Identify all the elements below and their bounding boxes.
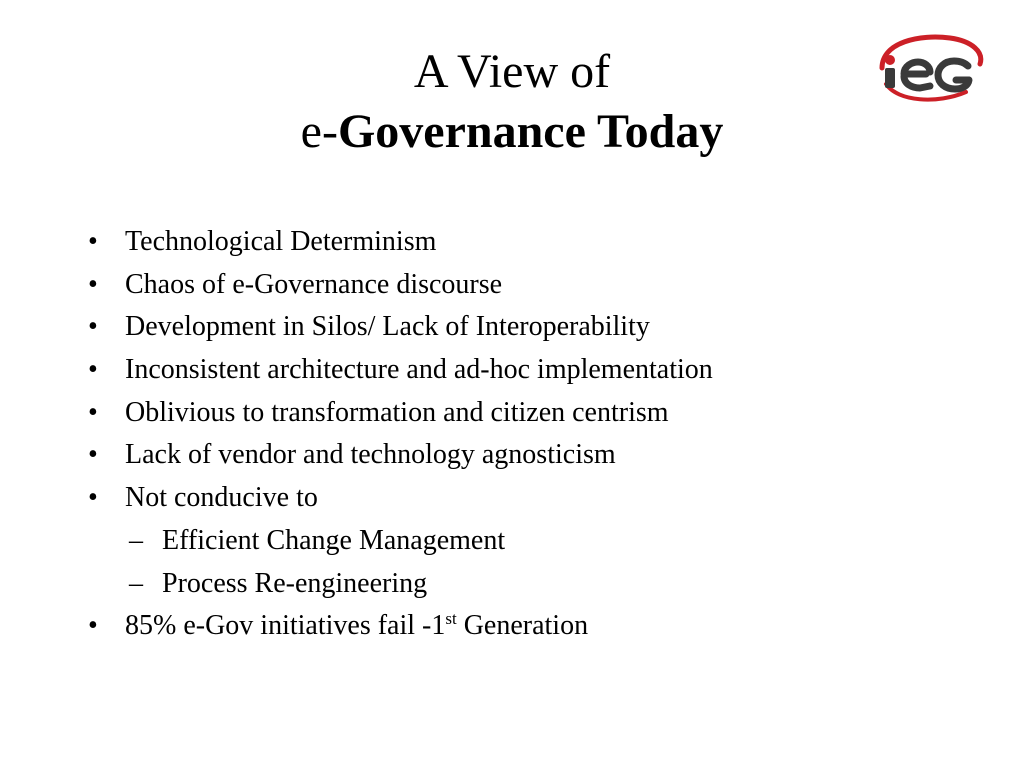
list-item	[88, 265, 988, 308]
logo-i-stem	[885, 68, 895, 88]
sub-list-item	[88, 521, 988, 564]
bullet-text: Development in Silos/ Lack of Interoperability	[125, 311, 650, 343]
slide-title	[112, 42, 912, 162]
list-item	[88, 307, 988, 350]
list-item	[88, 435, 988, 478]
ieg-logo	[868, 28, 988, 108]
bullet-marker: •	[88, 268, 98, 300]
bullet-text-main: 85% e-Gov initiatives fail -1	[125, 610, 446, 642]
bullet-text: Technological Determinism	[125, 226, 437, 257]
bullet-marker: •	[88, 311, 98, 343]
ordinal-superscript: st	[445, 609, 457, 629]
bullet-text: Not conducive to	[125, 482, 318, 514]
bullet-text: Lack of vendor and technology agnosticism	[125, 439, 616, 471]
logo-i-dot	[885, 55, 895, 65]
sub-bullet-text: Process Re-engineering	[162, 567, 428, 599]
bullet-list	[88, 222, 988, 649]
logo-e	[904, 62, 930, 88]
list-item	[88, 606, 988, 649]
list-item	[88, 350, 988, 393]
bullet-marker: •	[88, 439, 98, 471]
bullet-text: Oblivious to transformation and citizen centrism	[125, 396, 669, 428]
sub-bullet-marker: –	[129, 524, 143, 556]
logo-g	[938, 61, 969, 89]
title-line-2	[112, 102, 912, 162]
bullet-text: Inconsistent architecture and ad-hoc implementation	[125, 354, 713, 386]
bullet-text: Chaos of e-Governance discourse	[125, 268, 503, 300]
bullet-marker: •	[88, 482, 98, 514]
bullet-marker: •	[88, 396, 98, 428]
sub-bullet-marker: –	[129, 567, 143, 599]
sub-bullet-text: Efficient Change Management	[162, 524, 506, 556]
title-line-1: A View of	[413, 45, 611, 98]
list-item	[88, 478, 988, 521]
bullet-text-after: Generation	[456, 610, 589, 642]
list-item	[88, 222, 988, 265]
bullet-marker: •	[88, 610, 98, 642]
list-item	[88, 393, 988, 436]
title-bold: Governance Today	[337, 105, 724, 158]
bullet-marker: •	[88, 226, 98, 257]
sub-list-item	[88, 564, 988, 607]
title-prefix: e-	[300, 105, 338, 158]
bullet-marker: •	[88, 354, 98, 386]
bullet-text	[125, 606, 588, 646]
